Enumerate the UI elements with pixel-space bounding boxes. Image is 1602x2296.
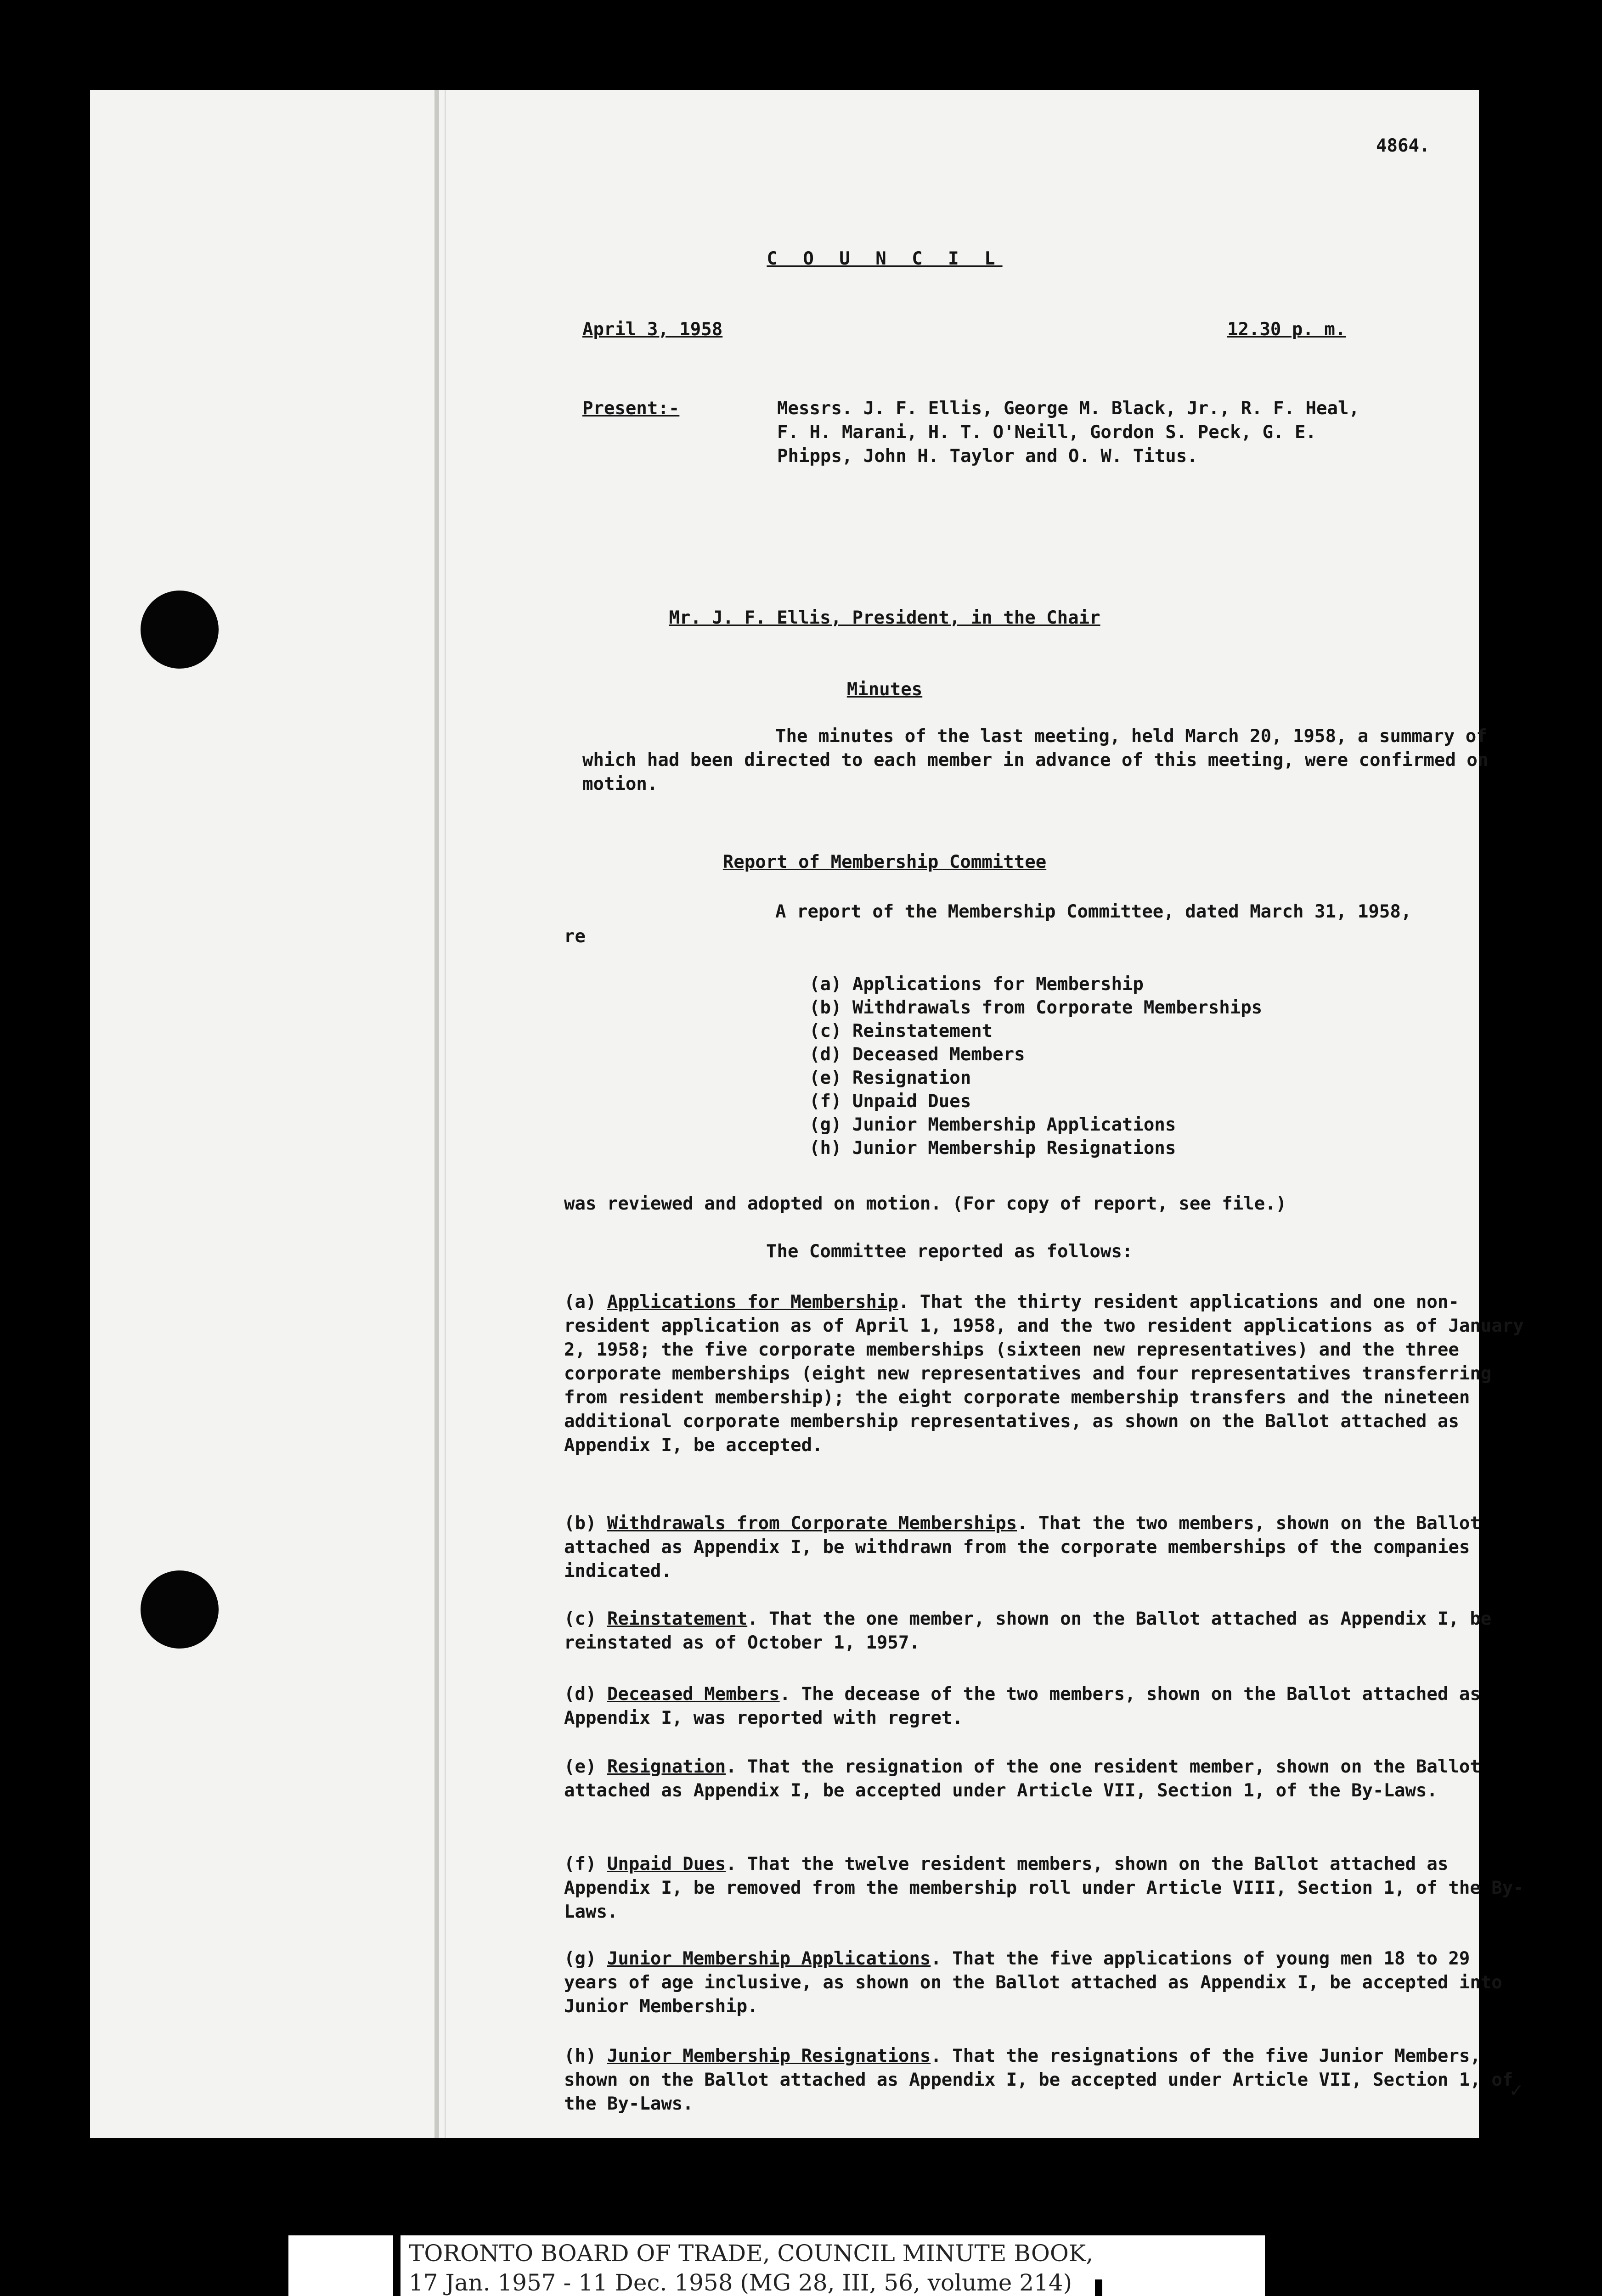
section-text: . The decease of the two members, shown on the Ballot attached as Appendix I, was reported with regret. — [564, 1684, 1481, 1728]
section-prefix: (b) — [564, 1513, 607, 1534]
section-heading: Unpaid Dues — [607, 1854, 726, 1874]
section-prefix: (e) — [564, 1756, 607, 1777]
archive-caption-line2: 17 Jan. 1957 - 11 Dec. 1958 (MG 28, III, 56, volume 214) — [409, 2269, 1072, 2296]
archive-caption-line1: TORONTO BOARD OF TRADE, COUNCIL MINUTE BOOK, — [409, 2240, 1094, 2267]
archive-label-strip — [288, 2235, 1265, 2296]
section-g — [564, 1947, 1529, 2019]
meeting-time: 12.30 p. m. — [1227, 319, 1346, 340]
list-item: (e) Resignation — [809, 1068, 971, 1088]
section-heading: Withdrawals from Corporate Memberships — [607, 1513, 1017, 1534]
margin-rule — [434, 90, 439, 2138]
section-text: . That the five applications of young men 18 to 29 years of age inclusive, as shown on the Ballot attached as Appendix I, be accepted into Junior Membership. — [564, 1948, 1502, 2017]
section-text: . That the resignations of the five Junior Members, shown on the Ballot attached as Appendix I, be accepted under Article VII, Section 1, of the By-Laws. — [564, 2046, 1513, 2114]
list-item: (a) Applications for Membership — [809, 974, 1144, 995]
section-d — [564, 1683, 1529, 1730]
attendees-line: Phipps, John H. Taylor and O. W. Titus. — [777, 446, 1198, 467]
section-text: . That the two members, shown on the Ballot attached as Appendix I, be withdrawn from the corporate memberships of the companies indicated. — [564, 1513, 1481, 1581]
section-text: . That the resignation of the one resident member, shown on the Ballot attached as Appendix I, be accepted under Article VII, Section 1, of the By-Laws. — [564, 1756, 1481, 1801]
minutes-paragraph: The minutes of the last meeting, held March 20, 1958, a summary of which had been directed to each member in advance of this meeting, were confirmed on motion. — [582, 726, 1489, 794]
attendees-line: Messrs. J. F. Ellis, George M. Black, Jr., R. F. Heal, — [777, 398, 1359, 419]
meeting-date: April 3, 1958 — [582, 319, 723, 340]
section-prefix: (c) — [564, 1609, 607, 1629]
section-a — [564, 1290, 1529, 1458]
check-mark-icon: ✓ — [1510, 2078, 1523, 2102]
label-tab-edge — [393, 2235, 400, 2296]
section-c — [564, 1607, 1529, 1655]
adopted-paragraph: was reviewed and adopted on motion. (For copy of report, see file.) — [564, 1193, 1287, 1214]
section-heading: Junior Membership Resignations — [607, 2046, 931, 2066]
section-b — [564, 1512, 1529, 1583]
page-title: C O U N C I L — [767, 248, 1003, 269]
attendees-line: F. H. Marani, H. T. O'Neill, Gordon S. Peck, G. E. — [777, 422, 1316, 443]
report-items-list — [809, 973, 1262, 1160]
attendees — [777, 397, 1438, 468]
section-heading: Junior Membership Applications — [607, 1948, 931, 1969]
list-item: (b) Withdrawals from Corporate Memberships — [809, 997, 1263, 1018]
section-heading: Applications for Membership — [607, 1292, 898, 1312]
section-text: . That the twelve resident members, shown on the Ballot attached as Appendix I, be removed from the membership roll under Article VIII, Section 1, of the By-Laws. — [564, 1854, 1524, 1922]
section-prefix: (g) — [564, 1948, 607, 1969]
section-prefix: (f) — [564, 1854, 607, 1874]
margin-rule-thin — [445, 90, 446, 2138]
page-number: 4864. — [1376, 135, 1430, 156]
chair-heading: Mr. J. F. Ellis, President, in the Chair — [669, 608, 1100, 628]
report-heading: Report of Membership Committee — [722, 852, 1047, 872]
section-heading: Deceased Members — [607, 1684, 780, 1705]
list-item: (h) Junior Membership Resignations — [809, 1138, 1176, 1159]
list-item: (f) Unpaid Dues — [809, 1091, 971, 1112]
list-item: (g) Junior Membership Applications — [809, 1114, 1176, 1135]
punch-hole-top — [141, 591, 219, 669]
minutes-heading: Minutes — [846, 679, 923, 700]
section-prefix: (d) — [564, 1684, 607, 1705]
reported-paragraph: The Committee reported as follows: — [766, 1241, 1133, 1262]
section-f — [564, 1852, 1529, 1924]
section-text: . That the thirty resident applications and one non-resident application as of April 1, 1958, and the two resident applications as of January 2, 1958; the five corporate memberships (sixteen new representatives) and the three corporate memberships (eight new representatives and four representatives transferring from resident membership); the eight corporate membership transfers and the nineteen additional corporate membership representatives, as shown on the Ballot attached as Appendix I, be accepted. — [564, 1292, 1524, 1456]
section-text: . That the one member, shown on the Ballot attached as Appendix I, be reinstated as of October 1, 1957. — [564, 1609, 1492, 1653]
section-prefix: (a) — [564, 1292, 607, 1312]
section-prefix: (h) — [564, 2046, 607, 2066]
section-h — [564, 2044, 1529, 2116]
section-heading: Resignation — [607, 1756, 726, 1777]
report-intro: A report of the Membership Committee, dated March 31, 1958, — [775, 901, 1412, 922]
report-intro-re: re — [564, 926, 586, 947]
list-item: (d) Deceased Members — [809, 1044, 1025, 1065]
document-page — [90, 90, 1524, 2138]
punch-hole-bottom — [141, 1570, 219, 1649]
present-label: Present:- — [582, 398, 680, 419]
list-item: (c) Reinstatement — [809, 1021, 993, 1041]
section-heading: Reinstatement — [607, 1609, 748, 1629]
section-e — [564, 1755, 1529, 1803]
